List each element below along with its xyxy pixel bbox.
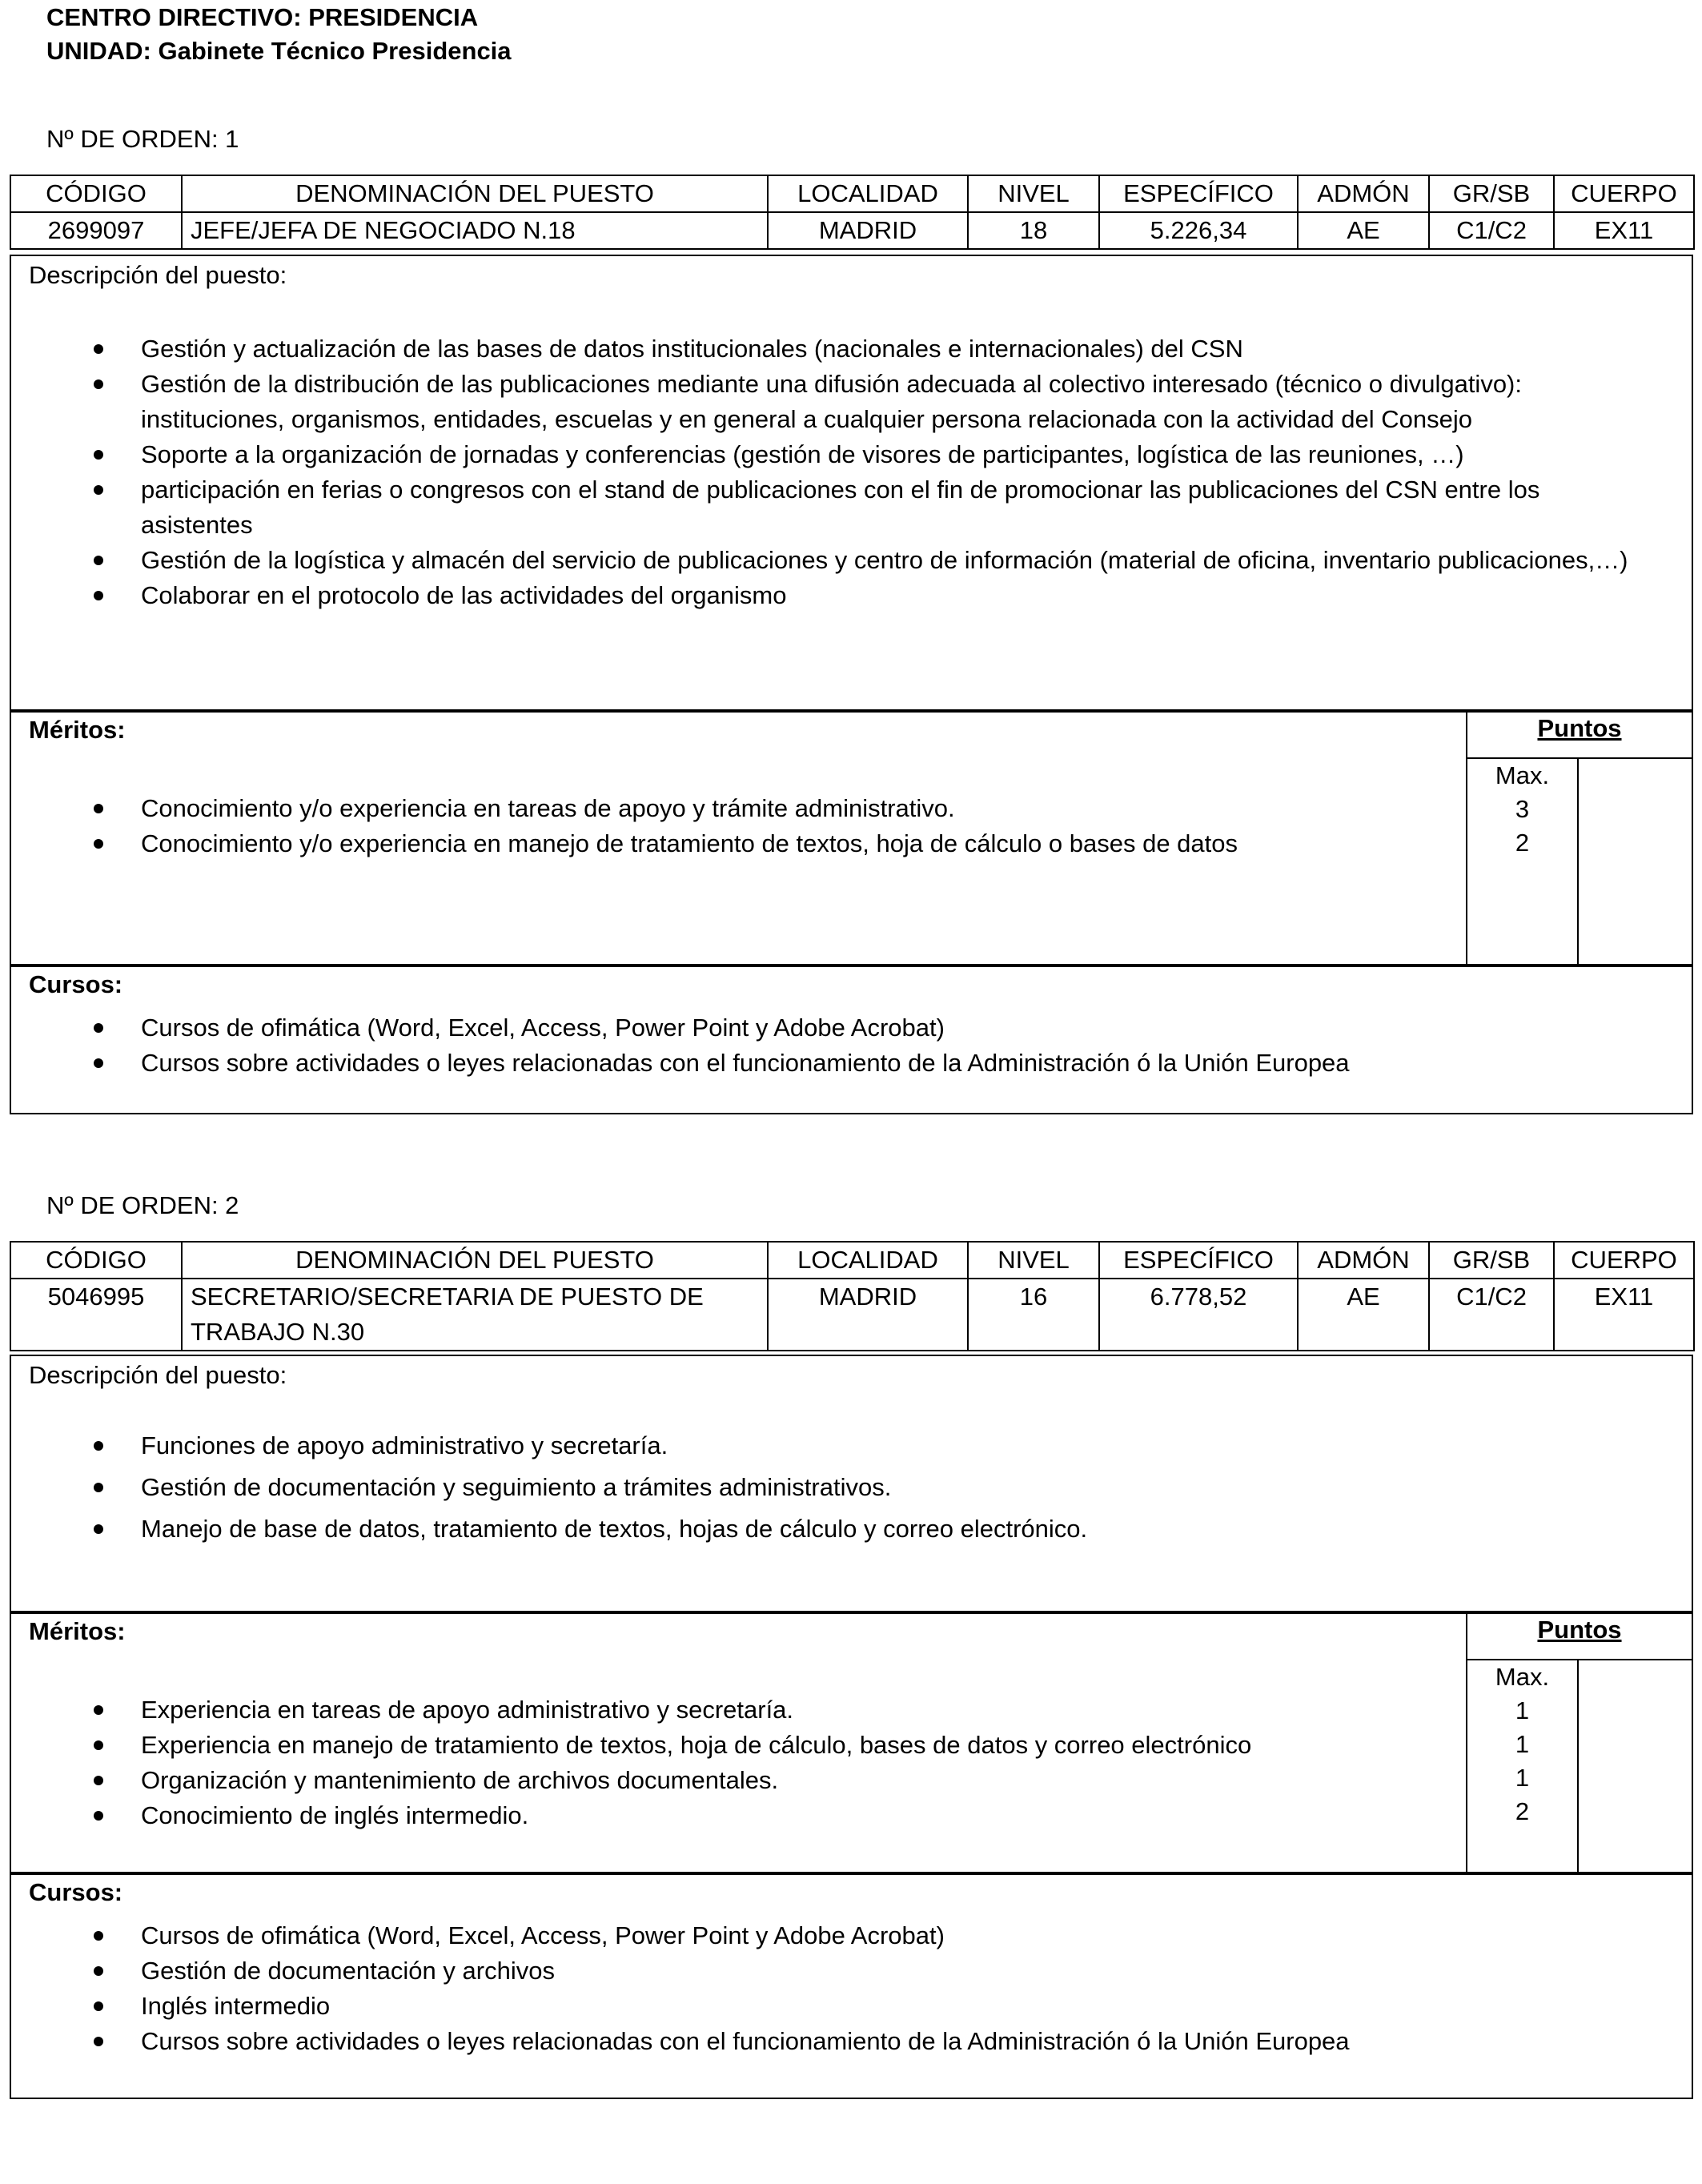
cursos-label: Cursos: <box>29 1878 123 1906</box>
list-item: participación en ferias o congresos con el stand de publicaciones con el fin de promocionar las publicaciones del CSN entre los asistentes <box>11 472 1692 543</box>
cell-cuerpo: EX11 <box>1554 212 1694 249</box>
cell-codigo: 5046995 <box>10 1279 182 1351</box>
list-item: Cursos de ofimática (Word, Excel, Access, Power Point y Adobe Acrobat) <box>11 1010 1692 1046</box>
puntos-value: 1 <box>1515 1696 1530 1724</box>
cell-cuerpo: EX11 <box>1554 1279 1694 1351</box>
cursos-box-1 <box>10 964 1693 1114</box>
max-label: Max. <box>1495 1663 1550 1691</box>
cell-localidad: MADRID <box>768 1279 968 1351</box>
list-item: Cursos sobre actividades o leyes relacionadas con el funcionamiento de la Administración ó la Unión Europea <box>11 2024 1692 2059</box>
bullet-icon <box>94 1023 103 1033</box>
puntos-divider <box>1577 757 1692 966</box>
bullet-icon <box>94 1811 103 1821</box>
max-label: Max. <box>1495 761 1550 789</box>
col-codigo: CÓDIGO <box>10 175 182 212</box>
meritos-box-1 <box>10 709 1693 967</box>
puntos-value: 1 <box>1515 1764 1530 1792</box>
bullet-icon <box>94 839 103 849</box>
col-admon: ADMÓN <box>1298 1242 1429 1279</box>
cell-denominacion: SECRETARIO/SECRETARIA DE PUESTO DE TRABAJO N.30 <box>182 1279 768 1351</box>
cursos-label: Cursos: <box>29 970 123 998</box>
list-item: Manejo de base de datos, tratamiento de textos, hojas de cálculo y correo electrónico. <box>11 1512 1692 1547</box>
puntos-column <box>1466 1612 1692 1873</box>
descripcion-box-2 <box>10 1355 1693 1614</box>
col-localidad: LOCALIDAD <box>768 1242 968 1279</box>
bullet-icon <box>94 1524 103 1534</box>
cursos-list-2 <box>11 1918 1692 2059</box>
table-header-row <box>10 1242 1694 1279</box>
bullet-icon <box>94 1740 103 1750</box>
list-item: Soporte a la organización de jornadas y conferencias (gestión de visores de participantes, logística de las reuniones, …) <box>11 437 1692 472</box>
col-cuerpo: CUERPO <box>1554 175 1694 212</box>
col-codigo: CÓDIGO <box>10 1242 182 1279</box>
cell-admon: AE <box>1298 212 1429 249</box>
position-1-table <box>10 175 1695 250</box>
bullet-icon <box>94 1776 103 1785</box>
bullet-icon <box>94 591 103 600</box>
puntos-value: 1 <box>1515 1730 1530 1758</box>
bullet-icon <box>94 344 103 354</box>
descripcion-label: Descripción del puesto: <box>29 261 287 289</box>
list-item: Conocimiento y/o experiencia en tareas de apoyo y trámite administrativo. <box>11 791 1459 826</box>
list-item: Organización y mantenimiento de archivos documentales. <box>11 1763 1459 1798</box>
col-nivel: NIVEL <box>968 1242 1099 1279</box>
cursos-box-2 <box>10 1872 1693 2099</box>
list-item: Gestión y actualización de las bases de datos institucionales (nacionales e internacionales) del CSN <box>11 331 1692 367</box>
col-nivel: NIVEL <box>968 175 1099 212</box>
position-2-table <box>10 1241 1695 1351</box>
bullet-icon <box>94 1931 103 1941</box>
cell-localidad: MADRID <box>768 212 968 249</box>
col-especifico: ESPECÍFICO <box>1099 1242 1298 1279</box>
cell-codigo: 2699097 <box>10 212 182 249</box>
col-localidad: LOCALIDAD <box>768 175 968 212</box>
table-row <box>10 212 1694 249</box>
puntos-value: 2 <box>1515 829 1530 857</box>
col-cuerpo: CUERPO <box>1554 1242 1694 1279</box>
list-item: Gestión de la logística y almacén del servicio de publicaciones y centro de información (material de oficina, inventario publicaciones,…) <box>11 543 1692 578</box>
meritos-list-2 <box>11 1692 1459 1833</box>
bullet-icon <box>94 556 103 565</box>
descripcion-label: Descripción del puesto: <box>29 1361 287 1389</box>
table-header-row <box>10 175 1694 212</box>
puntos-column <box>1466 711 1692 966</box>
list-item: Colaborar en el protocolo de las actividades del organismo <box>11 578 1692 613</box>
bullet-icon <box>94 804 103 813</box>
meritos-label: Méritos: <box>29 716 126 744</box>
orden-2-label: Nº DE ORDEN: 2 <box>46 1191 239 1219</box>
meritos-box-2 <box>10 1611 1693 1875</box>
cell-grsb: C1/C2 <box>1429 212 1554 249</box>
col-especifico: ESPECÍFICO <box>1099 175 1298 212</box>
puntos-header: Puntos <box>1467 711 1692 759</box>
col-grsb: GR/SB <box>1429 1242 1554 1279</box>
list-item: Experiencia en manejo de tratamiento de textos, hoja de cálculo, bases de datos y correo electrónico <box>11 1728 1459 1763</box>
puntos-divider <box>1577 1659 1692 1873</box>
orden-1-label: Nº DE ORDEN: 1 <box>46 125 239 153</box>
list-item: Gestión de documentación y archivos <box>11 1953 1692 1989</box>
descripcion-box-1 <box>10 255 1693 713</box>
cell-nivel: 18 <box>968 212 1099 249</box>
bullet-icon <box>94 2001 103 2011</box>
bullet-icon <box>94 450 103 460</box>
meritos-label: Méritos: <box>29 1617 126 1645</box>
puntos-values-1 <box>1467 759 1577 860</box>
list-item: Cursos sobre actividades o leyes relacionadas con el funcionamiento de la Administración ó la Unión Europea <box>11 1046 1692 1081</box>
cell-admon: AE <box>1298 1279 1429 1351</box>
list-item: Gestión de la distribución de las publicaciones mediante una difusión adecuada al colectivo interesado (técnico o divulgativo): instituciones, organismos, entidades, escuelas y en general a cualquier persona relacionada con la actividad del Consejo <box>11 367 1692 437</box>
descripcion-list-1 <box>11 331 1692 613</box>
descripcion-list-2 <box>11 1428 1692 1547</box>
puntos-header: Puntos <box>1467 1612 1692 1660</box>
unidad-heading: UNIDAD: Gabinete Técnico Presidencia <box>46 37 512 65</box>
puntos-value: 2 <box>1515 1797 1530 1825</box>
cursos-list-1 <box>11 1010 1692 1081</box>
meritos-list-1 <box>11 791 1459 861</box>
bullet-icon <box>94 1705 103 1715</box>
list-item: Funciones de apoyo administrativo y secretaría. <box>11 1428 1692 1463</box>
cell-denominacion: JEFE/JEFA DE NEGOCIADO N.18 <box>182 212 768 249</box>
bullet-icon <box>94 1058 103 1068</box>
cell-especifico: 6.778,52 <box>1099 1279 1298 1351</box>
col-admon: ADMÓN <box>1298 175 1429 212</box>
cell-nivel: 16 <box>968 1279 1099 1351</box>
puntos-values-2 <box>1467 1660 1577 1829</box>
col-denominacion: DENOMINACIÓN DEL PUESTO <box>182 175 768 212</box>
list-item: Cursos de ofimática (Word, Excel, Access, Power Point y Adobe Acrobat) <box>11 1918 1692 1953</box>
bullet-icon <box>94 1966 103 1976</box>
col-denominacion: DENOMINACIÓN DEL PUESTO <box>182 1242 768 1279</box>
bullet-icon <box>94 1483 103 1492</box>
bullet-icon <box>94 1441 103 1451</box>
list-item: Conocimiento y/o experiencia en manejo de tratamiento de textos, hoja de cálculo o bases de datos <box>11 826 1459 861</box>
puntos-value: 3 <box>1515 795 1530 823</box>
list-item: Experiencia en tareas de apoyo administrativo y secretaría. <box>11 1692 1459 1728</box>
cell-grsb: C1/C2 <box>1429 1279 1554 1351</box>
bullet-icon <box>94 485 103 495</box>
cell-especifico: 5.226,34 <box>1099 212 1298 249</box>
bullet-icon <box>94 2037 103 2046</box>
col-grsb: GR/SB <box>1429 175 1554 212</box>
bullet-icon <box>94 379 103 389</box>
list-item: Conocimiento de inglés intermedio. <box>11 1798 1459 1833</box>
centro-directivo-heading: CENTRO DIRECTIVO: PRESIDENCIA <box>46 3 479 31</box>
table-row <box>10 1279 1694 1351</box>
list-item: Inglés intermedio <box>11 1989 1692 2024</box>
list-item: Gestión de documentación y seguimiento a trámites administrativos. <box>11 1470 1692 1505</box>
